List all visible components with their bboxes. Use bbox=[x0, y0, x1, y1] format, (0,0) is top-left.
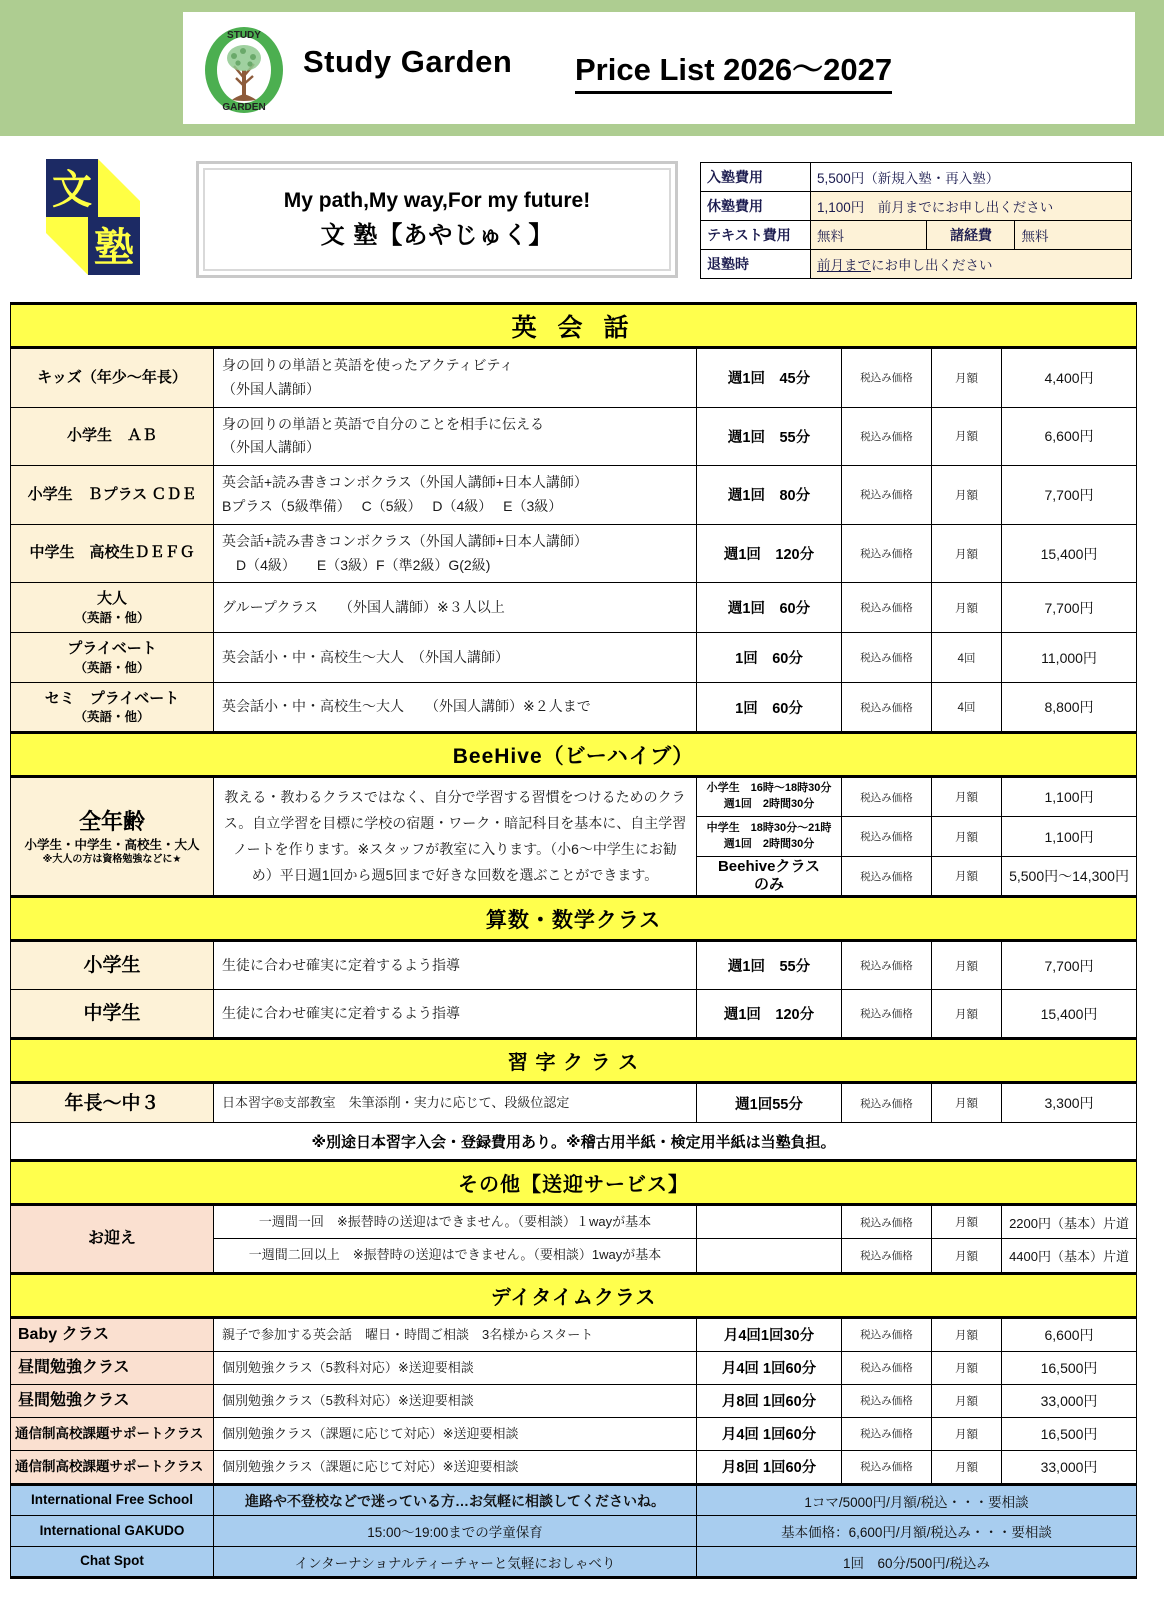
desc-line-1: 英会話+読み書きコンボクラス（外国人講師+日本人講師） bbox=[222, 474, 588, 491]
class-desc: 一週間二回以上 ※振替時の送迎はできません。（要相談）1wayが基本 bbox=[214, 1239, 697, 1273]
class-desc: 個別勉強クラス（課題に応じて対応）※送迎要相談 bbox=[214, 1450, 697, 1484]
class-price: 16,500円 bbox=[1002, 1351, 1137, 1384]
class-price: 5,500円～14,300円 bbox=[1002, 857, 1137, 897]
section-header-daytime bbox=[11, 1273, 1137, 1317]
class-name-sub2: ※大人の方は資格勉強などに★ bbox=[42, 854, 182, 866]
class-desc: 個別勉強クラス（課題に応じて対応）※送迎要相談 bbox=[214, 1417, 697, 1450]
table-row bbox=[11, 990, 1137, 1039]
tax-note: 税込み価格 bbox=[842, 1417, 932, 1450]
class-desc: 英会話小・中・高校生～大人 （外国人講師）※２人まで bbox=[214, 683, 697, 733]
price-table bbox=[10, 302, 1137, 1579]
billing-unit: 4回 bbox=[932, 633, 1002, 683]
top-banner bbox=[0, 0, 1164, 136]
class-price: 4,400円 bbox=[1002, 348, 1137, 408]
tax-note: 税込み価格 bbox=[842, 1351, 932, 1384]
table-row bbox=[11, 348, 1137, 408]
fee-row-text bbox=[701, 221, 1132, 250]
study-garden-logo-icon bbox=[203, 26, 285, 114]
class-frequency: 月8回 1回60分 bbox=[697, 1450, 842, 1484]
billing-unit: 月額 bbox=[932, 817, 1002, 857]
section-header-beehive bbox=[11, 733, 1137, 777]
fee-row-withdraw bbox=[701, 250, 1132, 279]
class-name: 小学生 Ｂプラス ＣＤＥ bbox=[11, 466, 214, 525]
class-name-main: 全年齢 bbox=[78, 808, 145, 834]
class-frequency: 月8回 1回60分 bbox=[697, 1384, 842, 1417]
class-frequency-empty bbox=[697, 1239, 842, 1273]
page-title: Study Garden bbox=[303, 44, 513, 79]
program-price: 基本価格：6,600円/月額/税込み・・・要相談 bbox=[697, 1516, 1137, 1547]
class-name: 昼間勉強クラス bbox=[11, 1384, 214, 1417]
class-price: 1,100円 bbox=[1002, 817, 1137, 857]
billing-unit: 月額 bbox=[932, 1351, 1002, 1384]
class-frequency: 月4回 1回60分 bbox=[697, 1351, 842, 1384]
freq-line-2: のみ bbox=[753, 876, 784, 894]
class-name: 通信制高校課題サポートクラス bbox=[11, 1450, 214, 1484]
class-price: 6,600円 bbox=[1002, 407, 1137, 466]
desc-line-2: （外国人講師） bbox=[222, 380, 320, 397]
fee-label-withdraw: 退塾時 bbox=[701, 250, 811, 279]
banner-white-panel bbox=[183, 12, 1135, 124]
class-name bbox=[11, 777, 214, 897]
class-desc: 個別勉強クラス（5教科対応）※送迎要相談 bbox=[214, 1384, 697, 1417]
class-desc: 生徒に合わせ確実に定着するよう指導 bbox=[214, 990, 697, 1039]
tax-note: 税込み価格 bbox=[842, 1450, 932, 1484]
billing-unit: 月額 bbox=[932, 1384, 1002, 1417]
class-desc bbox=[214, 466, 697, 525]
tax-note: 税込み価格 bbox=[842, 777, 932, 817]
fee-label-entry: 入塾費用 bbox=[701, 163, 811, 192]
program-desc: 15:00～19:00までの学童保育 bbox=[214, 1516, 697, 1547]
class-name-sub: （英語・他） bbox=[74, 710, 150, 725]
billing-unit: 月額 bbox=[932, 990, 1002, 1039]
class-price: 11,000円 bbox=[1002, 633, 1137, 683]
class-desc: 個別勉強クラス（5教科対応）※送迎要相談 bbox=[214, 1351, 697, 1384]
program-price: 1回 60分/500円/税込み bbox=[697, 1547, 1137, 1578]
desc-line-1: 教える・教わるクラスではなく、自分で学習する習慣をつけるためのクラ bbox=[224, 789, 686, 806]
tax-note: 税込み価格 bbox=[842, 857, 932, 897]
class-frequency: 週1回 55分 bbox=[697, 407, 842, 466]
class-name: Baby クラス bbox=[11, 1317, 214, 1351]
fee-label-text: テキスト費用 bbox=[701, 221, 811, 250]
tax-note: 税込み価格 bbox=[842, 1083, 932, 1123]
shuji-note: ※別途日本習字入会・登録費用あり。※稽古用半紙・検定用半紙は当塾負担。 bbox=[11, 1123, 1137, 1161]
freq-line-1: 中学生 18時30分～21時 bbox=[706, 821, 832, 834]
desc-line-3: ノートを作ります。※スタッフが教室に入ります。（小6～中学生にお勧 bbox=[233, 840, 677, 857]
class-name: 中学生 bbox=[11, 990, 214, 1039]
class-price: 7,700円 bbox=[1002, 941, 1137, 990]
fee-value-misc: 無料 bbox=[1015, 221, 1132, 250]
class-frequency bbox=[697, 817, 842, 857]
class-frequency: 週1回 60分 bbox=[697, 583, 842, 633]
class-name bbox=[11, 633, 214, 683]
class-frequency: 月4回1回30分 bbox=[697, 1317, 842, 1351]
class-frequency bbox=[697, 857, 842, 897]
page-subtitle: Price List 2026～2027 bbox=[575, 44, 892, 94]
billing-unit: 月額 bbox=[932, 407, 1002, 466]
class-desc bbox=[214, 407, 697, 466]
class-name-sub: 小学生・中学生・高校生・大人 bbox=[24, 837, 200, 852]
tax-note: 税込み価格 bbox=[842, 1239, 932, 1273]
desc-line-2: Bプラス（5級準備） C（5級） D（4級） E（3級） bbox=[222, 497, 563, 514]
ayajuku-logo-icon bbox=[38, 155, 148, 283]
table-row-blue bbox=[11, 1547, 1137, 1578]
program-name: International GAKUDO bbox=[11, 1516, 214, 1547]
class-frequency: 1回 60分 bbox=[697, 683, 842, 733]
class-frequency: 1回 60分 bbox=[697, 633, 842, 683]
tax-note: 税込み価格 bbox=[842, 466, 932, 525]
class-desc: 一週間一回 ※振替時の送迎はできません。（要相談）１wayが基本 bbox=[214, 1205, 697, 1239]
class-name: お迎え bbox=[11, 1205, 214, 1273]
section-header-other bbox=[11, 1161, 1137, 1205]
tax-note: 税込み価格 bbox=[842, 633, 932, 683]
billing-unit: 月額 bbox=[932, 1450, 1002, 1484]
svg-text:STUDY: STUDY bbox=[227, 30, 261, 41]
class-price: 16,500円 bbox=[1002, 1417, 1137, 1450]
billing-unit: 月額 bbox=[932, 1083, 1002, 1123]
section-header-eikaiwa bbox=[11, 304, 1137, 348]
section-title-daytime: デイタイムクラス bbox=[11, 1273, 1137, 1317]
motto-english: My path,My way,For my future! bbox=[283, 189, 591, 212]
billing-unit: 月額 bbox=[932, 466, 1002, 525]
class-frequency bbox=[697, 777, 842, 817]
tax-note: 税込み価格 bbox=[842, 583, 932, 633]
class-price: 15,400円 bbox=[1002, 990, 1137, 1039]
billing-unit: 月額 bbox=[932, 1317, 1002, 1351]
table-row-blue bbox=[11, 1485, 1137, 1516]
class-price: 15,400円 bbox=[1002, 524, 1137, 583]
tax-note: 税込み価格 bbox=[842, 407, 932, 466]
class-frequency: 週1回 120分 bbox=[697, 524, 842, 583]
freq-line-2: 週1回 2時間30分 bbox=[723, 837, 815, 850]
fee-withdraw-rest: にお申し出ください bbox=[871, 258, 993, 273]
tax-note: 税込み価格 bbox=[842, 1317, 932, 1351]
class-desc: 親子で参加する英会話 曜日・時間ご相談 3名様からスタート bbox=[214, 1317, 697, 1351]
section-header-shuji bbox=[11, 1039, 1137, 1083]
table-row bbox=[11, 1351, 1137, 1384]
class-frequency: 週1回 120分 bbox=[697, 990, 842, 1039]
desc-line-2: ス。自立学習を目標に学校の宿題・ワーク・暗記科目を基本に、自主学習 bbox=[223, 814, 687, 831]
class-name bbox=[11, 583, 214, 633]
billing-unit: 月額 bbox=[932, 941, 1002, 990]
fee-label-leave: 休塾費用 bbox=[701, 192, 811, 221]
freq-line-1: Beehiveクラス bbox=[717, 858, 821, 876]
class-name bbox=[11, 683, 214, 733]
class-frequency: 週1回 55分 bbox=[697, 941, 842, 990]
motto-box bbox=[196, 161, 678, 278]
tax-note: 税込み価格 bbox=[842, 1384, 932, 1417]
freq-line-1: 小学生 16時～18時30分 bbox=[706, 782, 832, 795]
class-price: 4400円（基本）片道 bbox=[1002, 1239, 1137, 1273]
class-desc: 英会話小・中・高校生～大人 （外国人講師） bbox=[214, 633, 697, 683]
program-price: 1コマ/5000円/月額/税込・・・要相談 bbox=[697, 1485, 1137, 1516]
svg-text:GARDEN: GARDEN bbox=[222, 102, 266, 113]
program-name: International Free School bbox=[11, 1485, 214, 1516]
class-price: 2200円（基本）片道 bbox=[1002, 1205, 1137, 1239]
fee-value-leave: 1,100円 前月までにお申し出ください bbox=[811, 192, 1132, 221]
class-desc: グループクラス （外国人講師）※３人以上 bbox=[214, 583, 697, 633]
billing-unit: 月額 bbox=[932, 1417, 1002, 1450]
tax-note: 税込み価格 bbox=[842, 1205, 932, 1239]
tax-note: 税込み価格 bbox=[842, 990, 932, 1039]
class-name: 昼間勉強クラス bbox=[11, 1351, 214, 1384]
program-name: Chat Spot bbox=[11, 1547, 214, 1578]
section-title-math: 算数・数学クラス bbox=[11, 897, 1137, 941]
desc-line-2: D（4級） E（3級）F（準2級）G(2級) bbox=[222, 556, 491, 573]
table-row bbox=[11, 466, 1137, 525]
class-name: 小学生 bbox=[11, 941, 214, 990]
class-price: 3,300円 bbox=[1002, 1083, 1137, 1123]
table-row bbox=[11, 941, 1137, 990]
class-name: 通信制高校課題サポートクラス bbox=[11, 1417, 214, 1450]
class-price: 7,700円 bbox=[1002, 466, 1137, 525]
motto-inner bbox=[203, 168, 671, 271]
tax-note: 税込み価格 bbox=[842, 941, 932, 990]
table-row-note bbox=[11, 1123, 1137, 1161]
class-name-main: プライベート bbox=[67, 640, 157, 658]
class-desc bbox=[214, 524, 697, 583]
class-desc bbox=[214, 348, 697, 408]
billing-unit: 月額 bbox=[932, 1239, 1002, 1273]
class-price: 7,700円 bbox=[1002, 583, 1137, 633]
class-name-main: 大人 bbox=[96, 590, 127, 608]
motto-japanese: 文 塾【あやじゅく】 bbox=[320, 222, 554, 249]
section-title-shuji: 習 字 ク ラ ス bbox=[11, 1039, 1137, 1083]
desc-line-4: め）平日週1回から週5回まで好きな回数を選ぶことができます。 bbox=[251, 866, 659, 883]
section-title-eikaiwa: 英 会 話 bbox=[11, 304, 1137, 348]
class-name: 小学生 ＡＢ bbox=[11, 407, 214, 466]
freq-line-2: 週1回 2時間30分 bbox=[723, 798, 815, 811]
table-row bbox=[11, 1417, 1137, 1450]
enrollment-fee-table bbox=[700, 162, 1132, 279]
table-row bbox=[11, 583, 1137, 633]
table-row bbox=[11, 524, 1137, 583]
class-desc: 生徒に合わせ確実に定着するよう指導 bbox=[214, 941, 697, 990]
class-name: キッズ（年少～年長） bbox=[11, 348, 214, 408]
section-title-other: その他【送迎サービス】 bbox=[11, 1161, 1137, 1205]
table-row bbox=[11, 683, 1137, 733]
billing-unit: 月額 bbox=[932, 1205, 1002, 1239]
class-price: 8,800円 bbox=[1002, 683, 1137, 733]
table-row bbox=[11, 777, 1137, 817]
fee-label-misc: 諸経費 bbox=[927, 221, 1015, 250]
table-row bbox=[11, 407, 1137, 466]
class-price: 33,000円 bbox=[1002, 1384, 1137, 1417]
table-row bbox=[11, 1205, 1137, 1239]
table-row bbox=[11, 1083, 1137, 1123]
section-title-beehive: BeeHive（ビーハイブ） bbox=[11, 733, 1137, 777]
table-row bbox=[11, 633, 1137, 683]
billing-unit: 月額 bbox=[932, 777, 1002, 817]
desc-line-2: （外国人講師） bbox=[222, 439, 320, 456]
class-desc: 日本習字®支部教室 朱筆添削・実力に応じて、段級位認定 bbox=[214, 1083, 697, 1123]
tax-note: 税込み価格 bbox=[842, 524, 932, 583]
fee-value-text: 無料 bbox=[811, 221, 927, 250]
class-price: 1,100円 bbox=[1002, 777, 1137, 817]
desc-line-1: 身の回りの単語と英語を使ったアクティビティ bbox=[222, 357, 514, 373]
fee-value-withdraw bbox=[811, 250, 1132, 279]
table-row-blue bbox=[11, 1516, 1137, 1547]
billing-unit: 4回 bbox=[932, 683, 1002, 733]
program-desc: インターナショナルティーチャーと気軽におしゃべり bbox=[214, 1547, 697, 1578]
class-name-main: セミ プライベート bbox=[44, 689, 180, 707]
desc-line-1: 英会話+読み書きコンボクラス（外国人講師+日本人講師） bbox=[222, 532, 588, 549]
billing-unit: 月額 bbox=[932, 524, 1002, 583]
class-frequency: 月4回 1回60分 bbox=[697, 1417, 842, 1450]
fee-row-leave bbox=[701, 192, 1132, 221]
class-name-sub: （英語・他） bbox=[74, 660, 150, 675]
fee-withdraw-underline: 前月まで bbox=[817, 258, 871, 273]
billing-unit: 月額 bbox=[932, 857, 1002, 897]
class-frequency: 週1回 45分 bbox=[697, 348, 842, 408]
class-price: 33,000円 bbox=[1002, 1450, 1137, 1484]
table-row bbox=[11, 1384, 1137, 1417]
svg-text:塾: 塾 bbox=[94, 225, 134, 271]
tax-note: 税込み価格 bbox=[842, 817, 932, 857]
fee-row-entry bbox=[701, 163, 1132, 192]
class-frequency: 週1回55分 bbox=[697, 1083, 842, 1123]
class-frequency-empty bbox=[697, 1205, 842, 1239]
class-name-sub: （英語・他） bbox=[74, 610, 150, 625]
class-name: 中学生 高校生ＤＥＦＧ bbox=[11, 524, 214, 583]
section-header-math bbox=[11, 897, 1137, 941]
svg-text:文: 文 bbox=[52, 167, 92, 213]
class-name: 年長～中３ bbox=[11, 1083, 214, 1123]
tax-note: 税込み価格 bbox=[842, 683, 932, 733]
fee-value-entry: 5,500円（新規入塾・再入塾） bbox=[811, 163, 1132, 192]
billing-unit: 月額 bbox=[932, 348, 1002, 408]
program-desc: 進路や不登校などで迷っている方…お気軽に相談してくださいね。 bbox=[214, 1485, 697, 1516]
class-price: 6,600円 bbox=[1002, 1317, 1137, 1351]
table-row bbox=[11, 1317, 1137, 1351]
billing-unit: 月額 bbox=[932, 583, 1002, 633]
desc-line-1: 身の回りの単語と英語で自分のことを相手に伝える bbox=[222, 415, 544, 432]
tax-note: 税込み価格 bbox=[842, 348, 932, 408]
class-desc bbox=[214, 777, 697, 897]
table-row bbox=[11, 1450, 1137, 1484]
class-frequency: 週1回 80分 bbox=[697, 466, 842, 525]
